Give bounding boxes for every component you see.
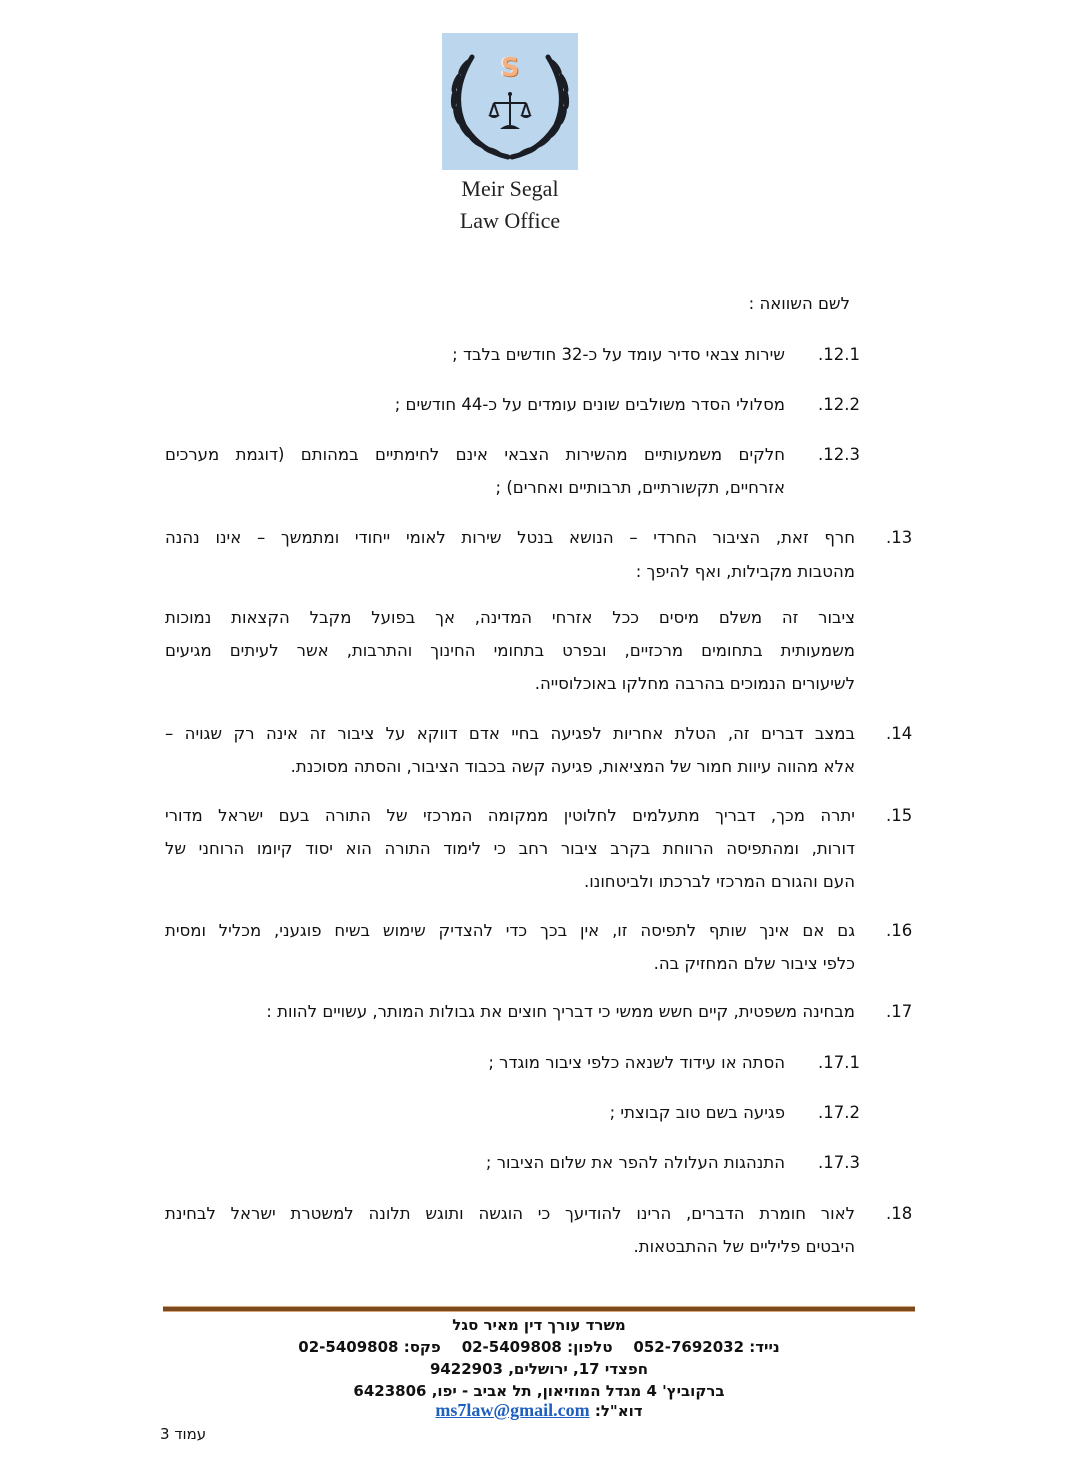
item-text: חלקים משמעותיים מהשירות הצבאי אינם לחימתיים במהותם (דוגמת מערכים (165, 445, 785, 464)
footer-address-jerusalem: חפצדי 17, ירושלים, 9422903 (429, 1360, 649, 1378)
item-number: .17.2 (818, 1103, 860, 1122)
item-text: חרף זאת, הציבור החרדי – הנושא בנטל שירות לאומי ייחודי ומתמשך – אינו נהנה (165, 528, 855, 547)
item-text: יתרה מכך, דבריך מתעלמים לחלוטין ממקומה המרכזי של התורה בעם ישראל מדורי (165, 806, 855, 825)
intro-line: לשם השוואה : (748, 294, 850, 313)
item-number: .18 (886, 1204, 913, 1223)
law-office-logo (442, 33, 578, 170)
item-text: מהטבות מקבילות, ואף להיפך : (635, 562, 855, 581)
paragraph-text: ציבור זה משלם מיסים ככל אזרחי המדינה, אך בפועל מקבל הקצאות נמוכות (165, 608, 855, 627)
item-text: התנהגות העלולה להפר את שלום הציבור ; (485, 1153, 785, 1172)
email-link[interactable]: ms7law@gmail.com (435, 1400, 590, 1420)
item-text: פגיעה בשם טוב קבוצתי ; (609, 1103, 785, 1122)
item-number: .14 (886, 724, 913, 743)
item-text: שירות צבאי סדיר עומד על כ-32 חודשים בלבד ; (452, 345, 785, 364)
item-number: .17 (886, 1002, 913, 1021)
item-text: לאור חומרת הדברים, הרינו להודיעך כי הוגשה ותוגש תלונה למשטרת ישראל לבחינת (165, 1204, 855, 1223)
item-number: .17.1 (818, 1053, 860, 1072)
item-text: במצב דברים זה, הטלת אחריות לפגיעה בחיי אדם דווקא על ציבור זה אינה רק שגויה – (165, 724, 855, 743)
item-text: היבטים פליליים של ההתבטאות. (633, 1237, 855, 1256)
item-text: מבחינה משפטית, קיים חשש ממשי כי דבריך חוצים את גבולות המותר, עשויים להוות : (266, 1002, 855, 1021)
item-text: כלפי ציבור שלם המחזיק בה. (653, 954, 855, 973)
paragraph-text: לשיעורים הנמוכים בהרבה מחלקו באוכלוסייה. (534, 674, 855, 693)
footer-address-telaviv: ברקוביץ' 4 מגדל המוזיאון, תל אביב - יפו, 6423806 (353, 1382, 725, 1400)
item-number: .13 (886, 528, 913, 547)
page-number: עמוד 3 (160, 1425, 207, 1443)
item-text: העם והגורם המרכזי לברכתו ולביטחונו. (583, 872, 855, 891)
item-number: .12.3 (818, 445, 860, 464)
item-text: הסתה או עידוד לשנאה כלפי ציבור מוגדר ; (488, 1053, 785, 1072)
item-text: אזרחיים, תקשורתיים, תרבותיים ואחרים) ; (495, 478, 785, 497)
logo-letter: S (500, 53, 520, 83)
item-number: .15 (886, 806, 913, 825)
item-number: .17.3 (818, 1153, 860, 1172)
item-text: גם אם אינך שותף לתפיסה זו, אין בכך כדי להצדיק שימוש בשיח פוגעני, מכליל ומסית (165, 921, 855, 940)
item-number: .16 (886, 921, 913, 940)
item-number: .12.2 (818, 395, 860, 414)
footer-office-name: משרד עורך דין מאיר סגל (452, 1316, 626, 1334)
item-text: דורות, ומהתפיסה הרווחת בקרב ציבור רחב כי לימוד התורה הוא יסוד קיומו הרוחני של (165, 839, 855, 858)
item-text: אלא מהווה עיוות חמור של המציאות, פגיעה קשה בכבוד הציבור, והסתה מסוכנת. (290, 757, 855, 776)
footer-contact: נייד: 052-7692032 טלפון: 02-5409808 פקס: 02-5409808 (298, 1338, 780, 1356)
email-label: דוא"ל: (594, 1402, 643, 1420)
footer-email-row (163, 1400, 915, 1421)
item-text: מסלולי הסדר משולבים שונים עומדים על כ-44 חודשים ; (394, 395, 785, 414)
paragraph-text: משמעותית בתחומים מרכזיים, ובפרט בתחומי החינוך והתרבות, אשר לעיתים מגיעים (165, 641, 855, 660)
brand-name: Meir Segal (461, 176, 559, 201)
item-number: .12.1 (818, 345, 860, 364)
brand-subtitle: Law Office (459, 208, 561, 233)
footer-separator (163, 1307, 915, 1311)
